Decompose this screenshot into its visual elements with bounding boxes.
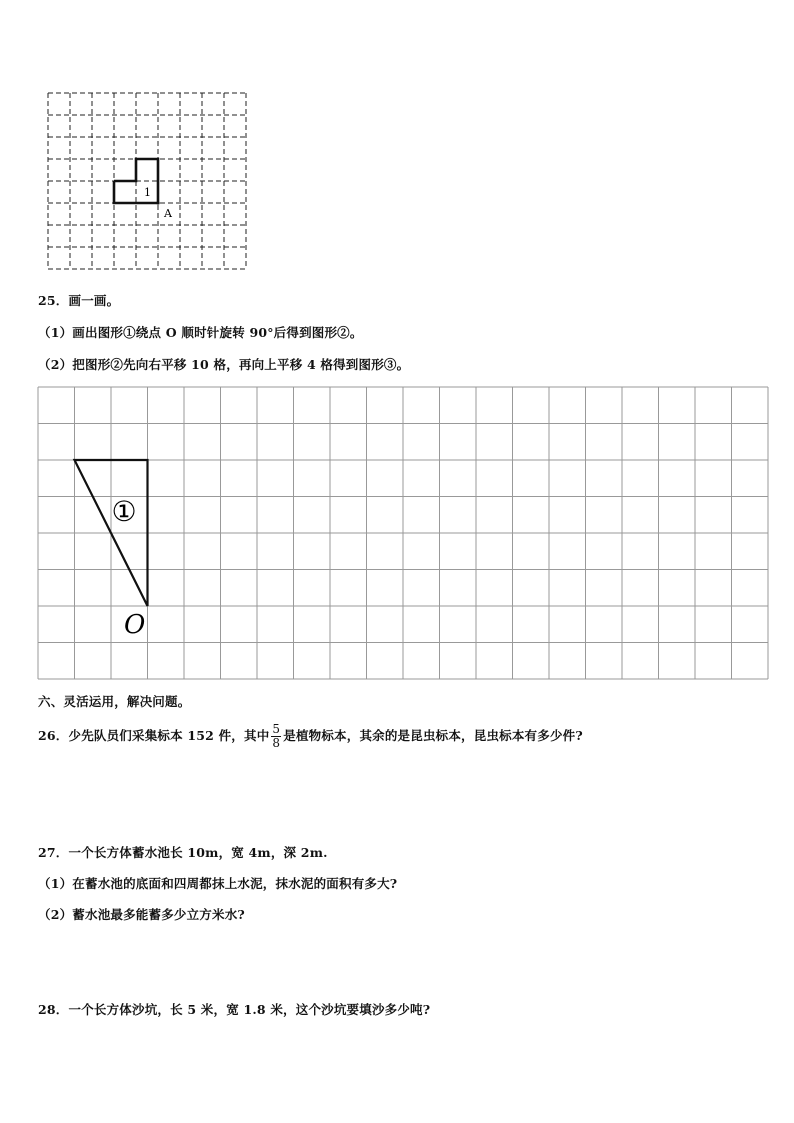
section6-title: 六、灵活运用，解决问题。 [38, 694, 191, 709]
triangle-label-1: ① [111, 495, 137, 528]
q26-fraction-numerator: 5 [272, 722, 281, 736]
q25-part1: （1）画出图形①绕点 O 顺时针旋转 90°后得到图形②。 [38, 325, 363, 340]
q26-fraction-denominator: 8 [272, 736, 281, 750]
dashed-grid-lines [48, 93, 248, 269]
l-shape-figure [114, 159, 158, 203]
dashed-grid-figure [45, 90, 255, 275]
q27-part2: （2）蓄水池最多能蓄多少立方米水? [38, 907, 245, 922]
q28: 28．一个长方体沙坑，长 5 米，宽 1.8 米，这个沙坑要填沙多少吨? [38, 1002, 431, 1017]
q27-part1: （1）在蓄水池的底面和四周都抹上水泥，抹水泥的面积有多大? [38, 876, 398, 891]
point-o-label: O [124, 610, 146, 640]
q26-fraction [271, 723, 281, 750]
point-a-dot [156, 201, 159, 204]
q25-title: 25．画一画。 [38, 293, 120, 308]
point-a-label: A [164, 207, 172, 220]
q26-text-after: 是植物标本，其余的是昆虫标本，昆虫标本有多少件? [283, 728, 583, 743]
square-grid-figure [36, 385, 772, 682]
q25-part2: （2）把图形②先向右平移 10 格，再向上平移 4 格得到图形③。 [38, 357, 410, 372]
q27-title: 27．一个长方体蓄水池长 10m，宽 4m，深 2m. [38, 845, 328, 860]
q26-text-before: 26．少先队员们采集标本 152 件，其中 [38, 728, 270, 743]
shape-label-1: 1 [144, 186, 151, 199]
q26 [38, 723, 583, 750]
